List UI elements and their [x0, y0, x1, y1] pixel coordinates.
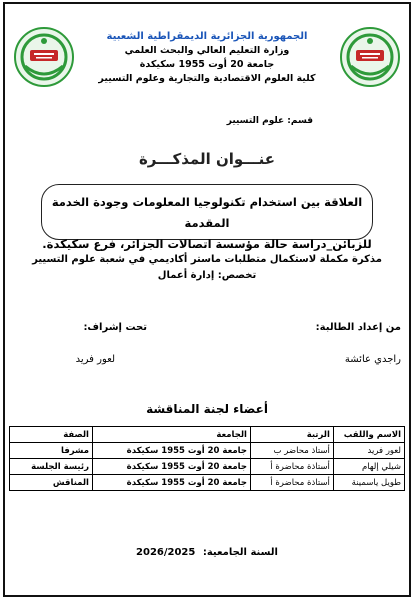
table-row — [10, 459, 405, 475]
ministry-name: وزارة التعليم العالي والبحث العلمي — [124, 45, 290, 56]
header-university: الجامعة — [92, 427, 250, 443]
header-name: الاسم واللقب — [333, 427, 404, 443]
subject-heading: عنـــوان المذكـــرة — [138, 150, 276, 168]
thesis-title-line-1: العلاقة بين استخدام تكنولوجيا المعلومات وجودة الخدمة المقدمة — [51, 195, 363, 230]
university-name: جامعة 20 أوت 1955 سكيكدة — [139, 59, 275, 70]
header-rank: الرتبة — [250, 427, 333, 443]
member-rank: أستاذة محاضرة أ — [250, 459, 333, 475]
memo-description: مذكرة مكملة لاستكمال متطلبات ماستر أكاديمي في شعبة علوم التسيير — [32, 254, 382, 265]
member-rank: أستاذ محاضر ب — [250, 443, 333, 459]
department-name: قسم: علوم التسيير — [226, 116, 313, 126]
thesis-title-box — [41, 184, 373, 251]
member-name: طويل ياسمينة — [333, 475, 404, 491]
member-rank: أستاذة محاضرة أ — [250, 475, 333, 491]
member-name: لعور فريد — [333, 443, 404, 459]
member-role: رئيسة الجلسة — [10, 459, 93, 475]
member-role: مشرفا — [10, 443, 93, 459]
student-name: راجدي عائشة — [344, 354, 401, 365]
committee-table — [9, 426, 405, 491]
member-role: المناقش — [10, 475, 93, 491]
republic-name: الجمهورية الجزائرية الديمقراطية الشعبية — [106, 31, 308, 42]
member-name: شيلي إلهام — [333, 459, 404, 475]
university-logo-icon — [339, 26, 401, 88]
header-role: الصفة — [10, 427, 93, 443]
supervisor-name: لعور فريد — [75, 354, 115, 365]
table-row — [10, 443, 405, 459]
thesis-title-line-2: للزبائن_دراسة حالة مؤسسة اتصالات الجزائر، فرع سكيكدة. — [42, 237, 372, 251]
committee-title: أعضاء لجنة المناقشة — [146, 402, 268, 416]
cover-page — [3, 2, 411, 597]
member-university: جامعة 20 أوت 1955 سكيكدة — [92, 459, 250, 475]
faculty-name: كلية العلوم الاقتصادية والتجارية وعلوم التسيير — [98, 73, 316, 84]
member-university: جامعة 20 أوت 1955 سكيكدة — [92, 443, 250, 459]
supervisor-label: تحت إشراف: — [83, 322, 147, 333]
academic-year-label: السنة الجامعية: — [202, 547, 278, 558]
specialty: تخصص: إدارة أعمال — [157, 270, 257, 281]
table-header-row — [10, 427, 405, 443]
academic-year-row — [5, 547, 409, 558]
table-row — [10, 475, 405, 491]
university-logo-icon — [13, 26, 75, 88]
member-university: جامعة 20 أوت 1955 سكيكدة — [92, 475, 250, 491]
prepared-by-label: من إعداد الطالبة: — [315, 322, 401, 333]
institution-header — [85, 30, 329, 86]
academic-year: 2026/2025 — [136, 547, 196, 558]
